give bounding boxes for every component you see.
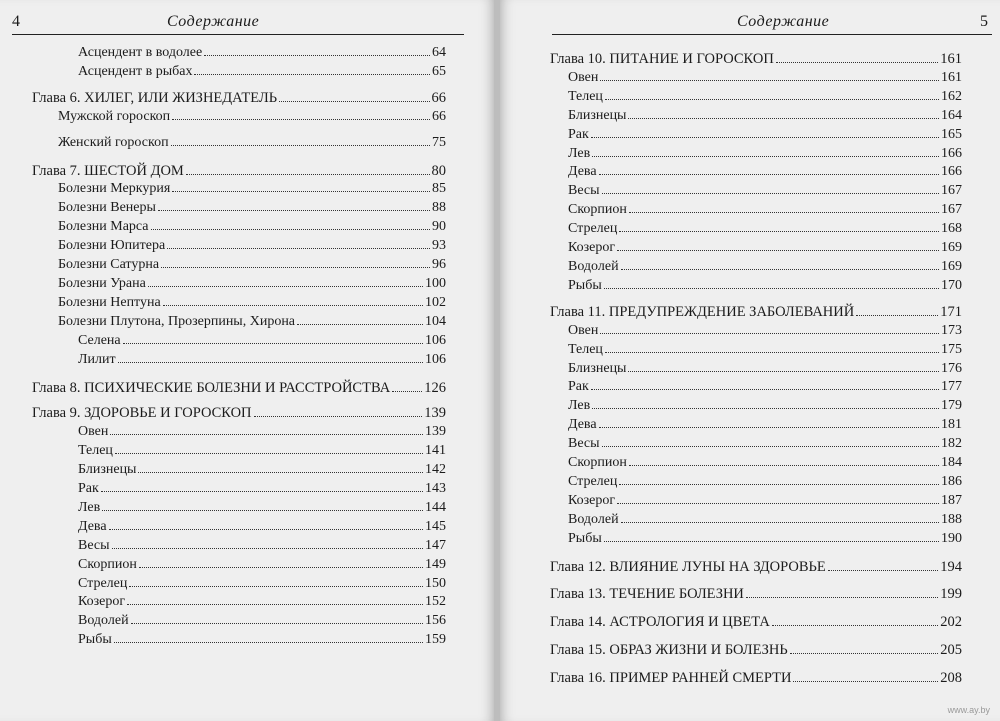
toc-entry: Женский гороскоп 75 <box>58 134 446 150</box>
toc-entry: Асцендент в рыбах 65 <box>78 63 446 79</box>
toc-chapter: Глава 11. ПРЕДУПРЕЖДЕНИЕ ЗАБОЛЕВАНИЙ 171 <box>550 303 962 320</box>
toc-chapter: Глава 15. ОБРАЗ ЖИЗНИ И БОЛЕЗНЬ 205 <box>550 642 962 659</box>
toc-entry: Рак 143 <box>78 481 446 497</box>
running-head: Содержание <box>167 13 260 30</box>
toc-chapter: Глава 16. ПРИМЕР РАННЕЙ СМЕРТИ 208 <box>550 670 962 687</box>
toc-entry: Козерог 169 <box>568 240 962 256</box>
toc-entry: Болезни Юпитера 93 <box>58 238 446 254</box>
toc-entry: Овен 139 <box>78 424 446 440</box>
toc-entry: Водолей 188 <box>568 511 962 527</box>
page-number: 5 <box>980 13 988 30</box>
toc-entry: Скорпион 167 <box>568 202 962 218</box>
right-page-header <box>552 12 992 35</box>
toc-entry: Дева 181 <box>568 417 962 433</box>
toc-entry: Близнецы 164 <box>568 107 962 123</box>
toc-chapter: Глава 12. ВЛИЯНИЕ ЛУНЫ НА ЗДОРОВЬЕ 194 <box>550 558 962 575</box>
toc-entry: Стрелец 150 <box>78 575 446 591</box>
toc-entry: Близнецы 142 <box>78 462 446 478</box>
toc-entry: Козерог 152 <box>78 594 446 610</box>
toc-entry: Болезни Венеры 88 <box>58 200 446 216</box>
table-of-contents-right <box>550 50 962 688</box>
toc-entry: Лев 166 <box>568 145 962 161</box>
toc-entry: Рыбы 190 <box>568 530 962 546</box>
toc-entry: Дева 145 <box>78 518 446 534</box>
toc-chapter: Глава 9. ЗДОРОВЬЕ И ГОРОСКОП 139 <box>32 405 446 422</box>
toc-entry: Болезни Сатурна 96 <box>58 257 446 273</box>
toc-entry: Близнецы 176 <box>568 360 962 376</box>
toc-chapter: Глава 7. ШЕСТОЙ ДОМ 80 <box>32 162 446 179</box>
toc-chapter: Глава 8. ПСИХИЧЕСКИЕ БОЛЕЗНИ И РАССТРОЙСТВА 126 <box>32 379 446 396</box>
toc-entry: Рыбы 159 <box>78 632 446 648</box>
toc-entry: Рак 165 <box>568 126 962 142</box>
toc-entry: Болезни Урана 100 <box>58 275 446 291</box>
left-page-header <box>12 12 464 35</box>
toc-entry: Болезни Плутона, Прозерпины, Хирона 104 <box>58 313 446 329</box>
toc-entry: Стрелец 186 <box>568 473 962 489</box>
table-of-contents-left <box>32 44 446 650</box>
toc-entry: Стрелец 168 <box>568 221 962 237</box>
toc-entry: Овен 161 <box>568 69 962 85</box>
toc-chapter: Глава 6. ХИЛЕГ, ИЛИ ЖИЗНЕДАТЕЛЬ 66 <box>32 89 446 106</box>
toc-entry: Дева 166 <box>568 164 962 180</box>
toc-entry: Лев 179 <box>568 398 962 414</box>
toc-entry: Мужской гороскоп 66 <box>58 108 446 124</box>
toc-entry: Скорпион 149 <box>78 556 446 572</box>
toc-entry: Скорпион 184 <box>568 455 962 471</box>
toc-chapter: Глава 13. ТЕЧЕНИЕ БОЛЕЗНИ 199 <box>550 586 962 603</box>
toc-entry: Селена 106 <box>78 332 446 348</box>
toc-entry: Рак 177 <box>568 379 962 395</box>
toc-entry: Телец 162 <box>568 88 962 104</box>
toc-chapter: Глава 10. ПИТАНИЕ И ГОРОСКОП 161 <box>550 51 962 67</box>
toc-entry: Овен 173 <box>568 322 962 338</box>
toc-entry: Водолей 169 <box>568 258 962 274</box>
toc-entry: Лев 144 <box>78 499 446 515</box>
toc-entry: Рыбы 170 <box>568 277 962 293</box>
toc-entry: Болезни Марса 90 <box>58 219 446 235</box>
toc-chapter: Глава 14. АСТРОЛОГИЯ И ЦВЕТА 202 <box>550 614 962 631</box>
watermark: www.ay.by <box>947 705 990 715</box>
toc-entry: Весы 147 <box>78 537 446 553</box>
toc-entry: Весы 182 <box>568 436 962 452</box>
toc-entry: Болезни Меркурия 85 <box>58 181 446 197</box>
toc-entry: Телец 175 <box>568 341 962 357</box>
toc-entry: Болезни Нептуна 102 <box>58 294 446 310</box>
toc-entry: Козерог 187 <box>568 492 962 508</box>
page-number: 4 <box>12 13 20 30</box>
left-page <box>0 0 494 721</box>
toc-entry: Весы 167 <box>568 183 962 199</box>
toc-entry: Телец 141 <box>78 443 446 459</box>
running-head: Содержание <box>737 13 830 30</box>
toc-entry: Лилит 106 <box>78 351 446 367</box>
toc-entry: Водолей 156 <box>78 613 446 629</box>
toc-entry: Асцендент в водолее 64 <box>78 45 446 60</box>
